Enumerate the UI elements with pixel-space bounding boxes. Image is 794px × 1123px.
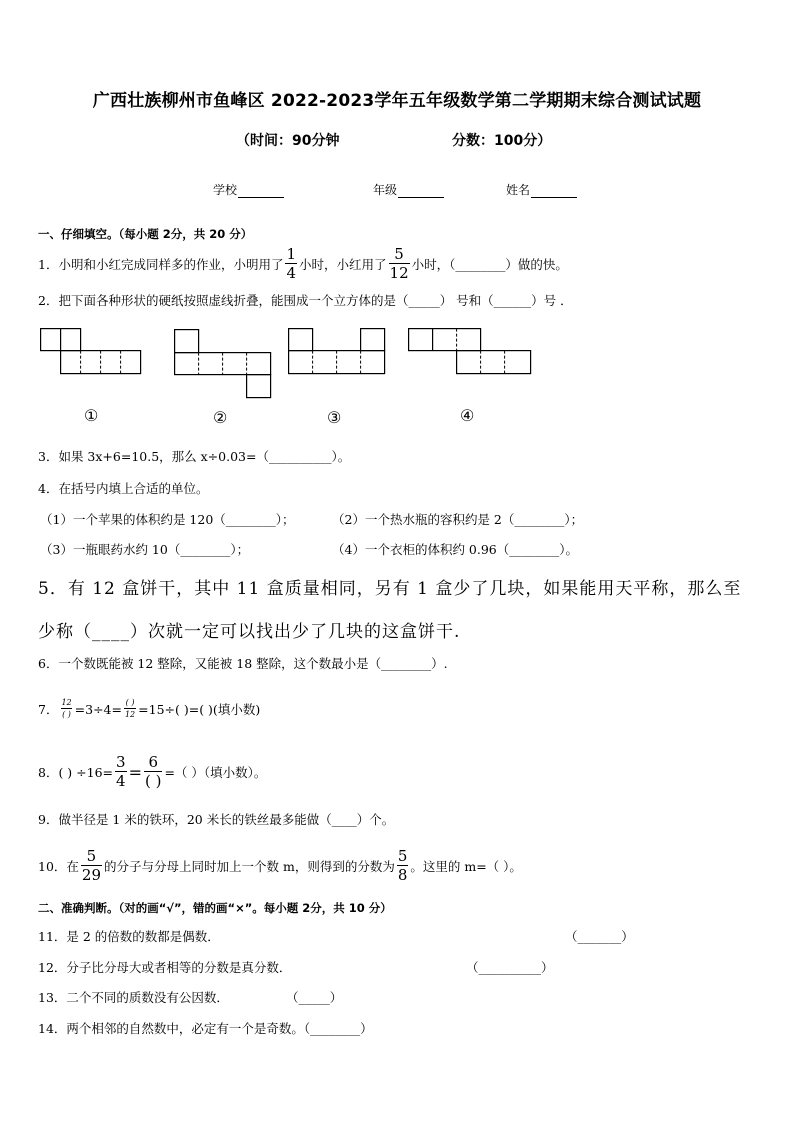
q10-f2-numerator: 5: [397, 847, 408, 865]
school-blank[interactable]: [238, 185, 284, 198]
shape-label-3: ③: [327, 408, 342, 427]
grade-label: 年级: [373, 183, 398, 197]
q1-text-b: 小时，小红用了: [299, 257, 387, 272]
question-2: 2．把下面各种形状的硬纸按照虚线折叠，能围成一个立方体的是（_____） 号和（______）号 ．: [38, 293, 573, 308]
cube-net-1: [40, 328, 142, 376]
question-4: 4．在括号内填上合适的单位。: [38, 481, 209, 496]
question-8: [38, 748, 266, 796]
q7-text-c: =15÷( )=( )(填小数): [138, 702, 261, 717]
question-13: 13．二个不同的质数没有公因数．: [38, 990, 229, 1005]
question-4-4: （4）一个衣柜的体积约 0.96（________）。: [332, 542, 579, 557]
section-1-heading: 一、仔细填空。（每小题 2分，共 20 分）: [38, 227, 253, 241]
q1-f2-denominator: 12: [389, 264, 409, 282]
q10-f1-numerator: 5: [86, 847, 97, 865]
q8-text-c: =（ ）（填小数）。: [164, 765, 267, 780]
q10-text-b: 的分子与分母上同时加上一个数 m，则得到的分数为: [104, 859, 395, 874]
question-1: [38, 244, 568, 284]
question-6: 6．一个数既能被 12 整除，又能被 18 整除，这个数最小是（________）.: [38, 656, 448, 671]
q1-f1-numerator: 1: [286, 245, 297, 263]
q7-text-b: =3÷4=: [74, 701, 122, 717]
question-11: 11．是 2 的倍数的数都是偶数．: [38, 929, 220, 944]
exam-score: 分数：100分）: [452, 133, 552, 149]
q10-f1-denominator: 29: [81, 866, 101, 884]
grade-blank[interactable]: [398, 185, 444, 198]
grade-field: [373, 181, 444, 198]
question-12: 12．分子比分母大或者相等的分数是真分数．: [38, 960, 292, 975]
q10-f2-denominator: 8: [397, 866, 408, 884]
question-4-2: （2）一个热水瓶的容积约是 2（________）；: [332, 512, 584, 527]
q10-fraction-1: [81, 849, 102, 883]
q7-fraction-2: [124, 699, 136, 719]
q7-f2-numerator: ( ): [125, 698, 135, 707]
cube-net-3: [288, 328, 386, 376]
q8-f1-numerator: 3: [116, 753, 126, 771]
q1-fraction-2: [389, 247, 410, 281]
page-title: 广西壮族柳州市鱼峰区 2022-2023学年五年级数学第二学期期末综合测试试题: [92, 91, 702, 111]
question-14: 14．两个相邻的自然数中，必定有一个是奇数。（________）: [38, 1021, 373, 1036]
q8-text-a: 8．( ) ÷16=: [38, 765, 114, 780]
q7-fraction-1: [60, 699, 72, 719]
question-7: [38, 693, 260, 725]
name-blank[interactable]: [531, 185, 577, 198]
question-5-line-2: 少称（____）次就一定可以找出少了几块的这盒饼干.: [38, 622, 461, 642]
q1-f2-numerator: 5: [394, 245, 404, 263]
question-13-blank[interactable]: （_____）: [286, 990, 343, 1005]
q7-f1-numerator: 12: [61, 698, 72, 707]
cube-net-4: [408, 328, 532, 376]
q1-text-c: 小时，（________）做的快。: [411, 257, 568, 272]
q8-f2-numerator: 6: [148, 753, 158, 771]
q8-fraction-2: [144, 755, 162, 789]
q8-f2-denominator: ( ): [144, 772, 162, 790]
question-4-1: （1）一个苹果的体积约是 120（________）；: [40, 512, 295, 527]
q7-f2-denominator: 12: [124, 710, 136, 719]
q8-fraction-1: [115, 755, 127, 789]
school-field: [213, 181, 284, 198]
question-4-3: （3）一瓶眼药水约 10（________）；: [40, 542, 250, 557]
q10-fraction-2: [397, 849, 409, 883]
q8-equals: =: [128, 762, 142, 782]
question-12-blank[interactable]: （__________）: [466, 960, 554, 975]
name-label: 姓名: [506, 183, 531, 197]
school-label: 学校: [213, 183, 238, 197]
q7-text-a: 7．: [38, 702, 59, 717]
question-10: [38, 846, 522, 886]
q10-text-c: 。这里的 m=（ ）。: [410, 859, 522, 874]
shape-label-4: ④: [460, 406, 475, 425]
shape-label-2: ②: [213, 408, 228, 427]
question-11-blank[interactable]: （_______）: [565, 929, 634, 944]
question-3: 3．如果 3x+6=10.5，那么 x÷0.03=（__________）。: [38, 449, 351, 464]
q10-text-a: 10．在: [38, 859, 79, 874]
shape-label-1: ①: [84, 406, 99, 425]
q7-f1-denominator: ( ): [62, 710, 71, 719]
name-field: [506, 181, 577, 198]
section-2-heading: 二、准确判断。（对的画“√”，错的画“×”。每小题 2分，共 10 分）: [38, 901, 392, 915]
q8-f1-denominator: 4: [116, 772, 126, 790]
q1-f1-denominator: 4: [286, 264, 297, 282]
q1-text-a: 1．小明和小红完成同样多的作业，小明用了: [38, 257, 284, 272]
question-5-line-1: 5．有 12 盒饼干，其中 11 盒质量相同，另有 1 盒少了几块，如果能用天平称，那么至: [38, 579, 742, 599]
q1-fraction-1: [285, 247, 297, 281]
question-9: 9．做半径是 1 米的铁环，20 米长的铁丝最多能做（____）个。: [38, 812, 395, 827]
exam-time: （时间：90分钟: [236, 133, 340, 149]
cube-net-2: [174, 329, 272, 399]
